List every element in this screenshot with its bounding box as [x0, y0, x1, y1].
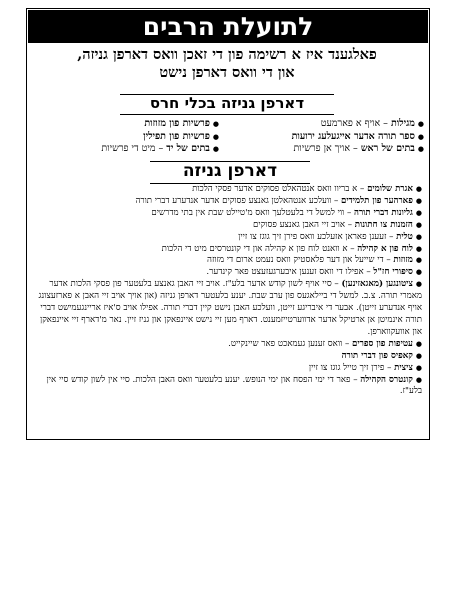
bullet-icon: ●: [212, 132, 219, 141]
list-item: [32, 244, 422, 256]
item-term: הזמנות צו חתונות: [354, 219, 413, 230]
list-item: [39, 118, 219, 131]
item-term: ספר תורה אדער אייגעלעג ירועות: [291, 130, 415, 142]
bullet-icon: ●: [415, 375, 422, 384]
list-item: [32, 363, 422, 375]
bullet-icon: ●: [212, 120, 219, 128]
section-heading-geniza: דארפן גניזה: [182, 161, 278, 181]
list-item: [244, 118, 424, 131]
item-desc: – אפילו די וואס זענען איבערגעזעצט פאר קינדער.: [206, 267, 374, 278]
item-term: עטיפות פון ספרים: [352, 338, 413, 349]
earthen-column-right: [244, 118, 424, 156]
earthen-column-left: [39, 118, 219, 156]
item-term: אגרת שלומים: [367, 184, 413, 194]
bullet-icon: ●: [415, 268, 422, 277]
item-term: ציצית: [394, 362, 413, 373]
list-item: [32, 255, 422, 267]
item-term: פרשיות פון מזוזות: [144, 118, 210, 129]
earthen-items-grid: [32, 118, 424, 158]
item-desc: – א בריוו וואס אנטהאלט פסוקים אדער פסקי הלכות: [192, 184, 368, 194]
geniza-list: [32, 184, 422, 398]
item-term: קאפיס פון דברי תורה: [341, 350, 413, 361]
list-item: [32, 375, 422, 399]
item-desc: – וועלכע אנטהאלטן גאנצע פסוקים אדער אנדערע דברי תורה: [135, 195, 342, 206]
item-desc: – פאר די ימי הפסח און ימי הנופש. יענע בלעטער וואס האבן הלכות. סיי אין לשון קודש סיי אין בלע"ז.: [46, 374, 422, 397]
heading-rule-bottom: [120, 114, 334, 115]
item-desc: – סיי אויף לשון קודש אדער בלע"ז. אויב זיי האבן גאנצע בלעטער פון פסקי הלכות אדער מאמרי תורה. צ.ב. למשל די ביילאגעס פון ערב שבת. יענע בלעטער דארפן גניזה (און אויך אויב זיי האבן א פארזעצונג אויף אנדערע זייטן). אבער די איבריגע זייטן, וועלכע האבן נישט קיין דברי תורה. אפילו אויב ס'איז אריינגעמישט דברי תורה אינמיטן אן ארטיקל אדער אדווערטייזמענט. דארף מען זיי נישט איינפאקן און גניז זיין. נאר מ'דארף זיי איינפאקן און אוועקווארפן.: [38, 279, 422, 337]
list-item: [32, 196, 422, 208]
list-item: [32, 267, 422, 279]
item-term: בתים של ראש: [360, 143, 415, 154]
list-item: [32, 220, 422, 232]
bullet-icon: ●: [415, 256, 422, 265]
bullet-icon: ●: [415, 351, 422, 360]
list-item: [32, 208, 422, 220]
intro-text: [30, 46, 424, 82]
item-desc: – פירן זיך טייל גוגז צו זיין: [308, 362, 395, 373]
header-title: לתועלת הרבים: [28, 10, 428, 43]
item-term: ציטונגען (מאגאזינען): [341, 279, 413, 290]
bullet-icon: ●: [417, 120, 424, 128]
item-term: פארהער פון תלמידים: [341, 195, 413, 206]
bullet-icon: ●: [417, 132, 424, 141]
item-term: פרשיות פון תפילין: [143, 130, 210, 142]
item-desc: – די שייעל און דער פלאסטיק וואס נעמט ארום די מזוזה: [207, 255, 394, 266]
item-desc: – ווי למשל די בלעטלעך וואס מ'טיילט שבת אין בתי מדרשים: [151, 207, 354, 218]
bullet-icon: ●: [415, 232, 422, 241]
item-term: גליונות דברי תורה: [354, 207, 413, 218]
item-desc: – זעענן פאראן אזעלכע וואס פירן זיך גוגז צו זיין: [238, 231, 397, 242]
bullet-icon: ●: [417, 145, 424, 153]
bullet-icon: ●: [415, 185, 422, 193]
bullet-icon: ●: [415, 196, 422, 205]
section-heading-earthen: דארפן גניזה בכלי חרס: [149, 94, 305, 112]
bullet-icon: ●: [415, 208, 422, 217]
item-desc: – א וואנט לוח פון א קהילה און די קונטרסים מיט די הלכות: [161, 243, 358, 254]
intro-line: און די וואס דארפן נישט: [159, 64, 295, 81]
bullet-icon: ●: [415, 220, 422, 229]
item-desc: – מיט די פרשיות: [101, 143, 167, 154]
bullet-icon: ●: [212, 145, 219, 153]
bullet-icon: ●: [415, 244, 422, 253]
list-item: [244, 131, 424, 144]
item-term: טלית: [396, 231, 413, 242]
list-item: [32, 232, 422, 244]
list-item: [32, 279, 422, 339]
list-item: [244, 143, 424, 156]
bullet-icon: ●: [415, 363, 422, 372]
item-desc: – אויב זיי האבן גאנצע פסוקים: [253, 219, 355, 230]
list-item: [39, 143, 219, 156]
item-term: מזוזות: [393, 255, 413, 266]
list-item: [39, 131, 219, 144]
bullet-icon: ●: [415, 339, 422, 348]
intro-line: פאלגענד איז א רשימה פון די זאכן וואס דארפן גניזה,: [77, 46, 377, 63]
item-desc: – אויף א פארמעט: [320, 118, 391, 129]
list-item: [32, 339, 422, 351]
list-item: [32, 184, 422, 196]
item-desc: – וואס זענען געמאכט פאר שיינקייט.: [228, 338, 353, 349]
item-term: קונטרס הקהילה: [360, 374, 413, 385]
item-term: בתים של יד: [166, 143, 210, 154]
item-desc: – אויך אן פרשיות: [293, 143, 361, 154]
item-term: לוח פון א קהילה: [357, 243, 413, 254]
bullet-icon: ●: [415, 280, 422, 289]
item-term: סיפורי חז"ל: [373, 267, 413, 278]
list-item: [32, 351, 422, 363]
item-term: מגילות: [390, 118, 415, 129]
